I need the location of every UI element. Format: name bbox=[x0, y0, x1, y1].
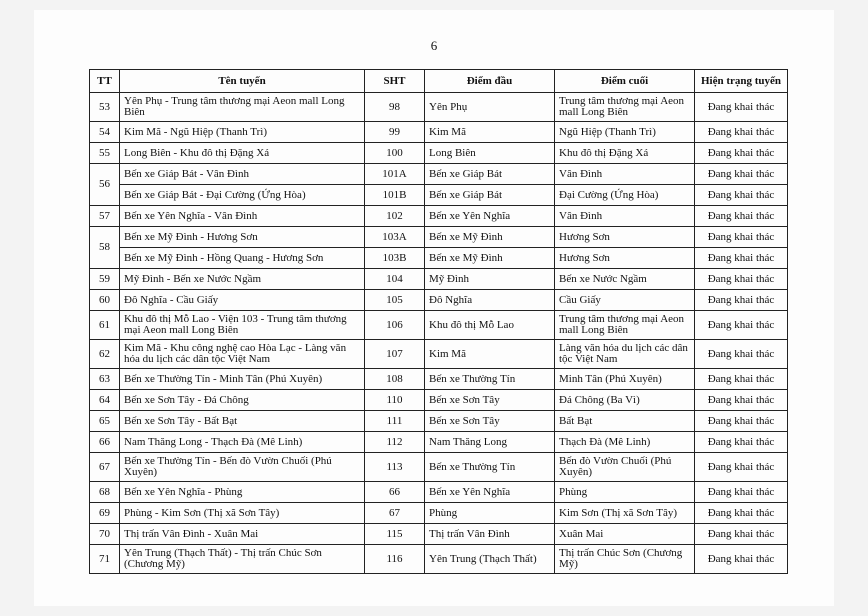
cell-tt: 66 bbox=[90, 432, 120, 453]
table-row bbox=[90, 390, 788, 411]
cell-tt: 58 bbox=[90, 227, 120, 269]
cell-start-point: Mỹ Đình bbox=[425, 269, 555, 290]
cell-route-name: Bến xe Giáp Bát - Đại Cường (Ứng Hòa) bbox=[120, 185, 365, 206]
cell-end-point: Bến xe Nước Ngầm bbox=[555, 269, 695, 290]
cell-route-name: Long Biên - Khu đô thị Đặng Xá bbox=[120, 143, 365, 164]
cell-end-point: Bất Bạt bbox=[555, 411, 695, 432]
cell-tt: 62 bbox=[90, 340, 120, 369]
cell-tt: 59 bbox=[90, 269, 120, 290]
cell-route-number: 101A bbox=[365, 164, 425, 185]
cell-status: Đang khai thác bbox=[695, 185, 788, 206]
header-end-point: Điểm cuối bbox=[555, 70, 695, 93]
cell-route-name: Phùng - Kim Sơn (Thị xã Sơn Tây) bbox=[120, 503, 365, 524]
cell-tt: 70 bbox=[90, 524, 120, 545]
cell-route-name: Mỹ Đình - Bến xe Nước Ngầm bbox=[120, 269, 365, 290]
cell-route-number: 99 bbox=[365, 122, 425, 143]
header-status: Hiện trạng tuyến bbox=[695, 70, 788, 93]
table-row bbox=[90, 164, 788, 185]
cell-end-point: Xuân Mai bbox=[555, 524, 695, 545]
cell-end-point: Minh Tân (Phú Xuyên) bbox=[555, 369, 695, 390]
table-row bbox=[90, 227, 788, 248]
cell-status: Đang khai thác bbox=[695, 248, 788, 269]
cell-end-point: Đá Chông (Ba Vì) bbox=[555, 390, 695, 411]
cell-route-number: 103A bbox=[365, 227, 425, 248]
cell-start-point: Yên Trung (Thạch Thất) bbox=[425, 545, 555, 574]
cell-route-name: Kim Mã - Khu công nghệ cao Hòa Lạc - Làng văn hóa du lịch các dân tộc Việt Nam bbox=[120, 340, 365, 369]
cell-tt: 63 bbox=[90, 369, 120, 390]
header-route-number: SHT bbox=[365, 70, 425, 93]
cell-route-number: 105 bbox=[365, 290, 425, 311]
cell-tt: 57 bbox=[90, 206, 120, 227]
cell-start-point: Đô Nghĩa bbox=[425, 290, 555, 311]
cell-route-number: 98 bbox=[365, 93, 425, 122]
cell-start-point: Nam Thăng Long bbox=[425, 432, 555, 453]
cell-route-name: Kim Mã - Ngũ Hiệp (Thanh Trì) bbox=[120, 122, 365, 143]
cell-end-point: Trung tâm thương mại Aeon mall Long Biên bbox=[555, 93, 695, 122]
cell-route-number: 67 bbox=[365, 503, 425, 524]
cell-end-point: Ngũ Hiệp (Thanh Trì) bbox=[555, 122, 695, 143]
cell-end-point: Thị trấn Chúc Sơn (Chương Mỹ) bbox=[555, 545, 695, 574]
bus-route-table bbox=[89, 69, 788, 574]
cell-route-name: Yên Phụ - Trung tâm thương mại Aeon mall Long Biên bbox=[120, 93, 365, 122]
cell-route-name: Yên Trung (Thạch Thất) - Thị trấn Chúc Sơn (Chương Mỹ) bbox=[120, 545, 365, 574]
cell-start-point: Bến xe Giáp Bát bbox=[425, 185, 555, 206]
cell-start-point: Khu đô thị Mỗ Lao bbox=[425, 311, 555, 340]
cell-status: Đang khai thác bbox=[695, 93, 788, 122]
cell-end-point: Hương Sơn bbox=[555, 248, 695, 269]
cell-end-point: Hương Sơn bbox=[555, 227, 695, 248]
table-row bbox=[90, 524, 788, 545]
cell-end-point: Cầu Giấy bbox=[555, 290, 695, 311]
cell-end-point: Thạch Đà (Mê Linh) bbox=[555, 432, 695, 453]
header-route-name: Tên tuyến bbox=[120, 70, 365, 93]
table-row bbox=[90, 269, 788, 290]
cell-route-number: 115 bbox=[365, 524, 425, 545]
table-row bbox=[90, 290, 788, 311]
cell-start-point: Bến xe Yên Nghĩa bbox=[425, 206, 555, 227]
cell-end-point: Vân Đình bbox=[555, 206, 695, 227]
table-row bbox=[90, 369, 788, 390]
cell-route-name: Thị trấn Vân Đình - Xuân Mai bbox=[120, 524, 365, 545]
cell-route-name: Bến xe Yên Nghĩa - Phùng bbox=[120, 482, 365, 503]
cell-status: Đang khai thác bbox=[695, 227, 788, 248]
cell-route-name: Bến xe Mỹ Đình - Hồng Quang - Hương Sơn bbox=[120, 248, 365, 269]
cell-start-point: Bến xe Mỹ Đình bbox=[425, 227, 555, 248]
cell-route-number: 104 bbox=[365, 269, 425, 290]
cell-status: Đang khai thác bbox=[695, 122, 788, 143]
cell-route-number: 103B bbox=[365, 248, 425, 269]
cell-route-name: Bến xe Giáp Bát - Vân Đình bbox=[120, 164, 365, 185]
cell-end-point: Khu đô thị Đặng Xá bbox=[555, 143, 695, 164]
cell-tt: 54 bbox=[90, 122, 120, 143]
cell-status: Đang khai thác bbox=[695, 369, 788, 390]
cell-tt: 68 bbox=[90, 482, 120, 503]
cell-start-point: Yên Phụ bbox=[425, 93, 555, 122]
cell-end-point: Vân Đình bbox=[555, 164, 695, 185]
cell-route-name: Bến xe Sơn Tây - Đá Chông bbox=[120, 390, 365, 411]
table-row bbox=[90, 311, 788, 340]
table-row bbox=[90, 185, 788, 206]
cell-tt: 53 bbox=[90, 93, 120, 122]
cell-status: Đang khai thác bbox=[695, 432, 788, 453]
header-start-point: Điểm đầu bbox=[425, 70, 555, 93]
cell-route-number: 110 bbox=[365, 390, 425, 411]
cell-tt: 69 bbox=[90, 503, 120, 524]
cell-end-point: Làng văn hóa du lịch các dân tộc Việt Nam bbox=[555, 340, 695, 369]
cell-route-number: 100 bbox=[365, 143, 425, 164]
cell-route-number: 113 bbox=[365, 453, 425, 482]
cell-route-name: Bến xe Yên Nghĩa - Vân Đình bbox=[120, 206, 365, 227]
cell-tt: 67 bbox=[90, 453, 120, 482]
cell-start-point: Bến xe Thường Tín bbox=[425, 453, 555, 482]
cell-status: Đang khai thác bbox=[695, 340, 788, 369]
cell-start-point: Bến xe Thường Tín bbox=[425, 369, 555, 390]
cell-tt: 55 bbox=[90, 143, 120, 164]
cell-route-number: 102 bbox=[365, 206, 425, 227]
cell-route-name: Bến xe Sơn Tây - Bất Bạt bbox=[120, 411, 365, 432]
cell-status: Đang khai thác bbox=[695, 269, 788, 290]
cell-start-point: Bến xe Mỹ Đình bbox=[425, 248, 555, 269]
cell-status: Đang khai thác bbox=[695, 482, 788, 503]
cell-status: Đang khai thác bbox=[695, 524, 788, 545]
cell-status: Đang khai thác bbox=[695, 453, 788, 482]
cell-route-number: 107 bbox=[365, 340, 425, 369]
header-tt: TT bbox=[90, 70, 120, 93]
cell-route-number: 112 bbox=[365, 432, 425, 453]
cell-tt: 65 bbox=[90, 411, 120, 432]
table-row bbox=[90, 340, 788, 369]
cell-start-point: Thị trấn Vân Đình bbox=[425, 524, 555, 545]
table-header-row bbox=[90, 70, 788, 93]
cell-end-point: Đại Cường (Ứng Hòa) bbox=[555, 185, 695, 206]
cell-status: Đang khai thác bbox=[695, 143, 788, 164]
cell-status: Đang khai thác bbox=[695, 164, 788, 185]
table-row bbox=[90, 248, 788, 269]
cell-status: Đang khai thác bbox=[695, 311, 788, 340]
cell-route-name: Nam Thăng Long - Thạch Đà (Mê Linh) bbox=[120, 432, 365, 453]
cell-end-point: Kim Sơn (Thị xã Sơn Tây) bbox=[555, 503, 695, 524]
cell-start-point: Phùng bbox=[425, 503, 555, 524]
table-row bbox=[90, 482, 788, 503]
page-number: 6 bbox=[430, 38, 438, 53]
cell-start-point: Long Biên bbox=[425, 143, 555, 164]
cell-status: Đang khai thác bbox=[695, 390, 788, 411]
cell-tt: 56 bbox=[90, 164, 120, 206]
cell-start-point: Bến xe Sơn Tây bbox=[425, 411, 555, 432]
cell-status: Đang khai thác bbox=[695, 545, 788, 574]
cell-route-number: 111 bbox=[365, 411, 425, 432]
table-row bbox=[90, 453, 788, 482]
cell-tt: 71 bbox=[90, 545, 120, 574]
cell-tt: 61 bbox=[90, 311, 120, 340]
cell-status: Đang khai thác bbox=[695, 206, 788, 227]
table-row bbox=[90, 545, 788, 574]
cell-route-number: 66 bbox=[365, 482, 425, 503]
cell-route-number: 116 bbox=[365, 545, 425, 574]
cell-tt: 60 bbox=[90, 290, 120, 311]
cell-status: Đang khai thác bbox=[695, 411, 788, 432]
cell-route-number: 108 bbox=[365, 369, 425, 390]
cell-start-point: Kim Mã bbox=[425, 122, 555, 143]
document-page bbox=[34, 10, 834, 606]
cell-route-name: Bến xe Thường Tín - Minh Tân (Phú Xuyên) bbox=[120, 369, 365, 390]
table-row bbox=[90, 432, 788, 453]
cell-route-name: Bến xe Mỹ Đình - Hương Sơn bbox=[120, 227, 365, 248]
table-row bbox=[90, 143, 788, 164]
cell-end-point: Bến đò Vườn Chuối (Phú Xuyên) bbox=[555, 453, 695, 482]
cell-route-name: Bến xe Thường Tín - Bến đò Vườn Chuối (Phú Xuyên) bbox=[120, 453, 365, 482]
table-row bbox=[90, 122, 788, 143]
cell-route-number: 106 bbox=[365, 311, 425, 340]
table-row bbox=[90, 206, 788, 227]
table-row bbox=[90, 411, 788, 432]
cell-route-name: Đô Nghĩa - Cầu Giấy bbox=[120, 290, 365, 311]
cell-status: Đang khai thác bbox=[695, 503, 788, 524]
cell-route-number: 101B bbox=[365, 185, 425, 206]
table-row bbox=[90, 503, 788, 524]
cell-end-point: Phùng bbox=[555, 482, 695, 503]
cell-status: Đang khai thác bbox=[695, 290, 788, 311]
cell-route-name: Khu đô thị Mỗ Lao - Viện 103 - Trung tâm thương mại Aeon mall Long Biên bbox=[120, 311, 365, 340]
cell-start-point: Bến xe Yên Nghĩa bbox=[425, 482, 555, 503]
cell-start-point: Bến xe Giáp Bát bbox=[425, 164, 555, 185]
cell-end-point: Trung tâm thương mại Aeon mall Long Biên bbox=[555, 311, 695, 340]
table-row bbox=[90, 93, 788, 122]
cell-tt: 64 bbox=[90, 390, 120, 411]
cell-start-point: Bến xe Sơn Tây bbox=[425, 390, 555, 411]
cell-start-point: Kim Mã bbox=[425, 340, 555, 369]
